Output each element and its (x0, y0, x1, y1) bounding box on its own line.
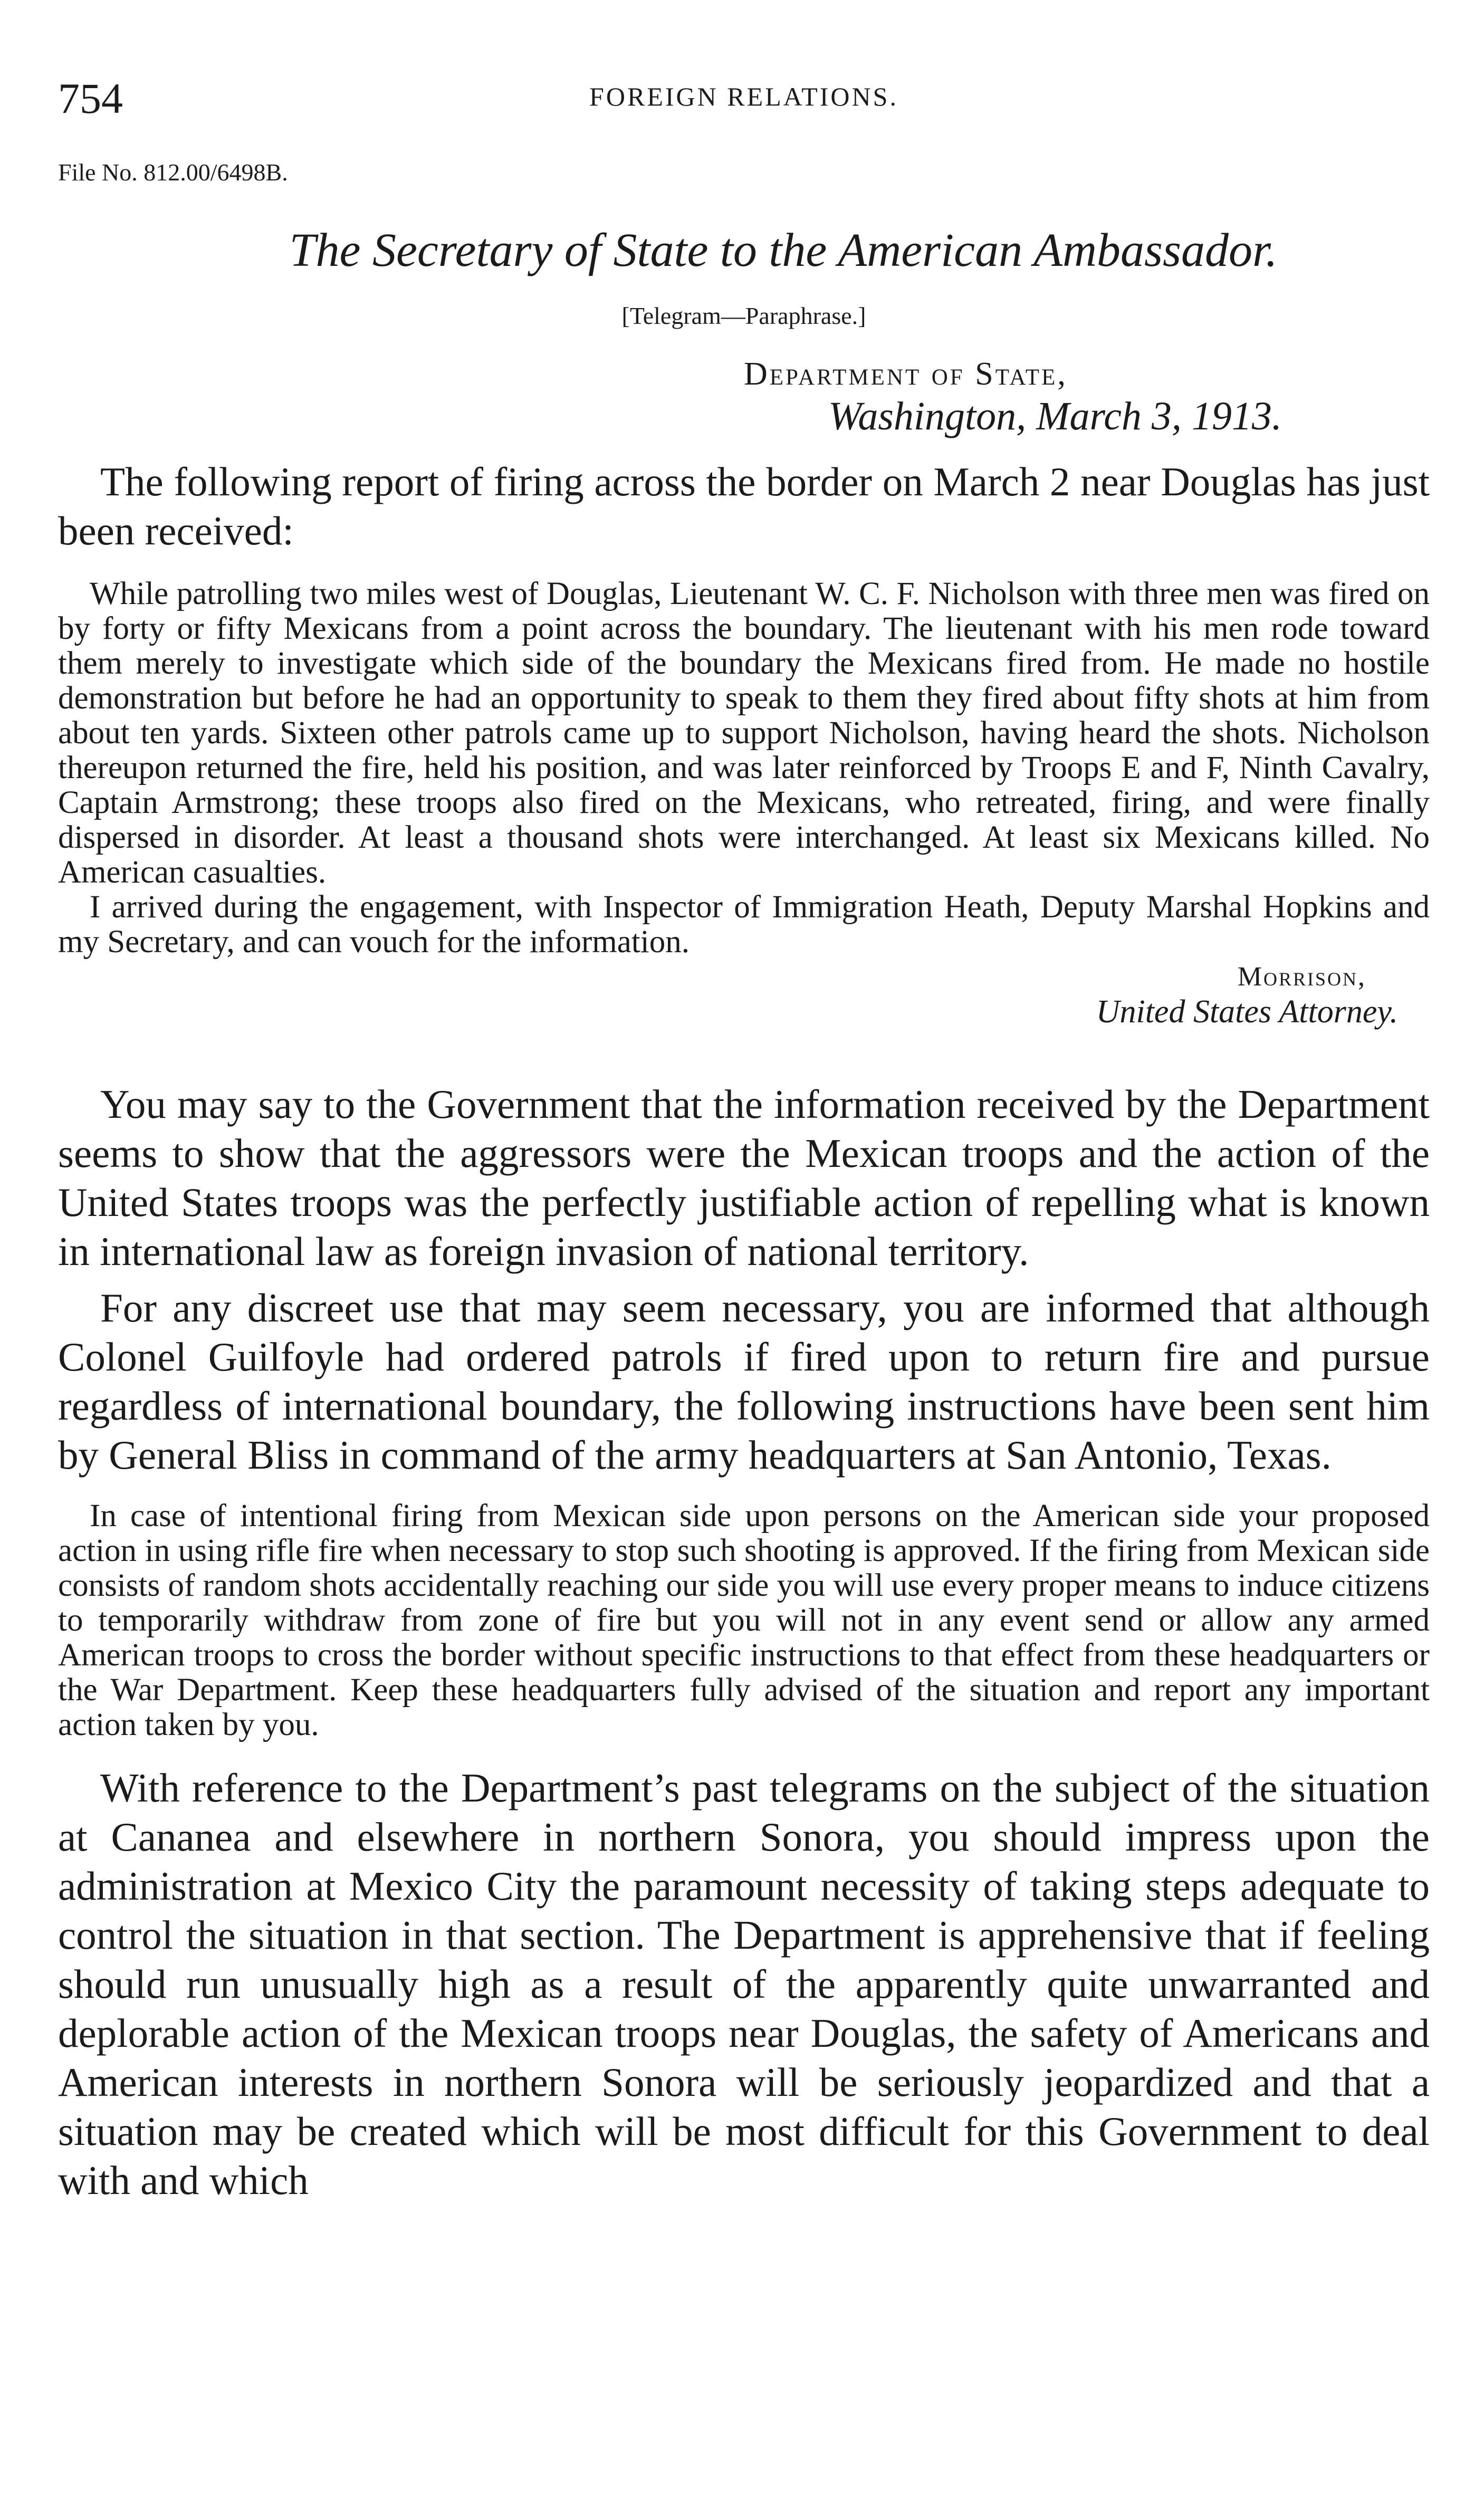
page-number: 754 (58, 74, 123, 122)
file-number: File No. 812.00/6498B. (58, 159, 288, 186)
report-paragraph: While patrolling two miles west of Douglas, Lieutenant W. C. F. Nicholson with three men was fired on by forty or fifty Mexicans from a point across the boundary. The lieutenant with his men rode toward them merely to investigate which side of the boundary the Mexicans fired from. He made no hostile demonstration but before he had an opportunity to speak to them they fired about fifty shots at him from about ten yards. Sixteen other patrols came up to support Nicholson, having heard the shots. Nicholson thereupon returned the fire, held his position, and was later reinforced by Troops E and F, Ninth Cavalry, Captain Armstrong; these troops also fired on the Mexicans, who retreated, firing, and were finally dispersed in disorder. At least a thousand shots were interchanged. At least six Mexicans killed. No American casualties. (58, 576, 1430, 890)
report-paragraph: I arrived during the engagement, with Inspector of Immigration Heath, Deputy Marshal Hopkins and my Secretary, and can vouch for the information. (58, 889, 1430, 960)
body-paragraph: You may say to the Government that the information received by the Department seems to show that the aggressors were the Mexican troops and the action of the United States troops was the perfectly justifiable action of repelling what is known in international law as foreign invasion of national territory. (58, 1081, 1430, 1274)
dateline-department: Department of State, (744, 356, 1068, 392)
signature-title: United States Attorney. (1096, 994, 1398, 1030)
signature-name: Morrison, (1237, 962, 1366, 992)
dateline-place-date: Washington, March 3, 1913. (828, 394, 1282, 438)
intro-paragraph: The following report of firing across the border on March 2 near Douglas has just been received: (58, 459, 1430, 553)
page-header (58, 74, 1430, 137)
body-paragraph: For any discreet use that may seem necessary, you are informed that although Colonel Guilfoyle had ordered patrols if fired upon to return fire and pursue regardless of international boundary, the following instructions have been sent him by General Bliss in command of the army headquarters at San Antonio, Texas. (58, 1285, 1430, 1478)
document-title: The Secretary of State to the American Ambassador. (289, 224, 1278, 276)
instructions-quote: In case of intentional firing from Mexican side upon persons on the American side your proposed action in using rifle fire when necessary to stop such shooting is approved. If the firing from Mexican side consists of random shots accidentally reaching our side you will use every proper means to induce citizens to temporarily withdraw from zone of fire but you will not in any event send or allow any armed American troops to cross the border without specific instructions to that effect from these headquarters or the War Department. Keep these headquarters fully advised of the situation and report any important action taken by you. (58, 1498, 1430, 1742)
quoted-report (58, 577, 1430, 1029)
telegram-note: [Telegram—Paraphrase.] (621, 302, 866, 329)
running-title: FOREIGN RELATIONS. (589, 82, 898, 111)
report-signature (58, 960, 1430, 1029)
body-paragraph: With reference to the Department’s past telegrams on the subject of the situation at Cananea and elsewhere in northern Sonora, you should impress upon the administration at Mexico City the paramount necessity of taking steps adequate to control the situation in that section. The Department is apprehensive that if feeling should run unusually high as a result of the apparently quite unwarranted and deplorable action of the Mexican troops near Douglas, the safety of Americans and American interests in northern Sonora will be seriously jeopardized and that a situation may be created which will be most difficult for this Government to deal with and which (58, 1765, 1430, 2203)
document-page (58, 74, 1430, 2205)
dateline (58, 353, 1430, 437)
